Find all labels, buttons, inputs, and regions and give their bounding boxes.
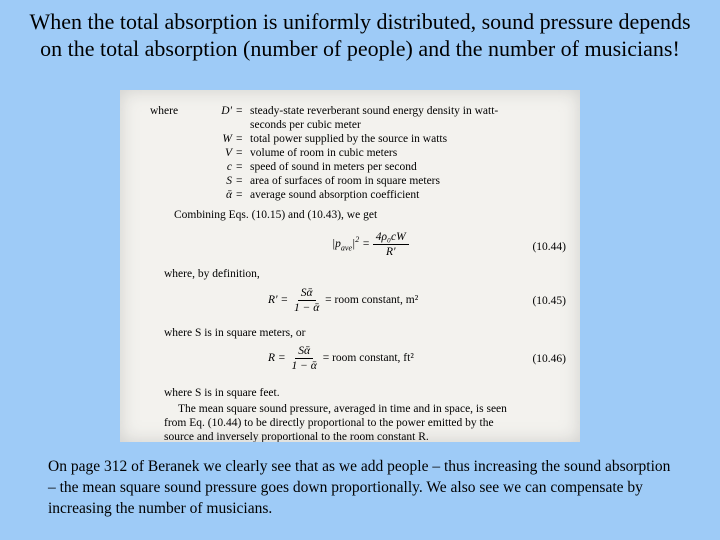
definition-row bbox=[150, 104, 570, 118]
equals-sign: = bbox=[236, 105, 243, 117]
equation-10-46: R = $\frac{\text{Sᾱ}}{\text{1 − ᾱ}}$ = room constant, ft² bbox=[268, 345, 414, 372]
equals-sign: = bbox=[236, 175, 243, 187]
equals-sign: = bbox=[236, 133, 243, 145]
definition-row bbox=[150, 118, 570, 132]
equation-number: (10.44) bbox=[532, 241, 566, 253]
definition-symbol: c bbox=[226, 161, 232, 173]
equation-number: (10.46) bbox=[532, 353, 566, 365]
equation-fraction: $\frac{\text{Sᾱ}}{\text{1 − ᾱ}}$ bbox=[291, 345, 317, 372]
definition-symbol: D' bbox=[221, 105, 232, 117]
equation-lhs: $|p_{ave}|^2$ = bbox=[332, 235, 373, 253]
definition-text: total power supplied by the source in watts bbox=[250, 133, 448, 145]
definition-symbol: W bbox=[222, 133, 232, 145]
combining-text: Combining Eqs. (10.15) and (10.43), we get bbox=[174, 209, 378, 221]
definition-symbol: S bbox=[226, 175, 232, 187]
where-square-meters-text: where S is in square meters, or bbox=[164, 327, 306, 339]
definition-row bbox=[150, 188, 570, 202]
equation-number: (10.45) bbox=[532, 295, 566, 307]
slide-title: When the total absorption is uniformly distributed, sound pressure depends on the total absorption (number of people) and the number of musicians! bbox=[29, 9, 691, 61]
where-definition-text: where, by definition, bbox=[164, 268, 260, 280]
textbook-scan bbox=[120, 90, 580, 442]
slide-caption: On page 312 of Beranek we clearly see that as we add people – thus increasing the sound absorption – the mean square sound pressure goes down proportionally. We also see we can compensate by increasing the number of musicians. bbox=[48, 458, 671, 517]
definition-text: area of surfaces of room in square meters bbox=[250, 175, 440, 187]
definition-text: average sound absorption coefficient bbox=[250, 189, 420, 201]
equation-10-45: R' = $\frac{\text{Sᾱ}}{\text{1 − ᾱ}}$ = room constant, m² bbox=[268, 287, 419, 314]
paragraph-line: The mean square sound pressure, averaged in time and in space, is seen bbox=[178, 403, 507, 415]
definition-symbol: V bbox=[224, 147, 232, 159]
equals-sign: = bbox=[236, 161, 243, 173]
definition-text: seconds per cubic meter bbox=[250, 119, 361, 131]
where-square-feet-text: where S is in square feet. bbox=[164, 387, 280, 399]
equation-fraction: $\frac{\text{4ρ₀cW}}{R'}$ bbox=[373, 230, 409, 259]
equation-fraction: $\frac{\text{Sᾱ}}{\text{1 − ᾱ}}$ bbox=[294, 287, 320, 314]
definition-symbol: ᾱ bbox=[225, 189, 232, 201]
paragraph-line: source and inversely proportional to the room constant R. bbox=[164, 431, 429, 442]
definition-row bbox=[150, 146, 570, 160]
definition-row bbox=[150, 132, 570, 146]
where-label: where bbox=[150, 105, 179, 117]
equals-sign: = bbox=[236, 189, 243, 201]
definition-row bbox=[150, 174, 570, 188]
definition-text: steady-state reverberant sound energy density in watt- bbox=[250, 105, 499, 117]
equation-rhs: = room constant, m² bbox=[325, 294, 419, 307]
definition-text: volume of room in cubic meters bbox=[250, 147, 398, 159]
equation-10-44 bbox=[332, 230, 409, 259]
paragraph-line: from Eq. (10.44) to be directly proportional to the power emitted by the bbox=[164, 417, 494, 429]
definition-list bbox=[150, 104, 570, 202]
definition-row bbox=[150, 160, 570, 174]
equation-rhs: = room constant, ft² bbox=[322, 352, 414, 365]
definition-text: speed of sound in meters per second bbox=[250, 161, 417, 173]
equals-sign: = bbox=[236, 147, 243, 159]
